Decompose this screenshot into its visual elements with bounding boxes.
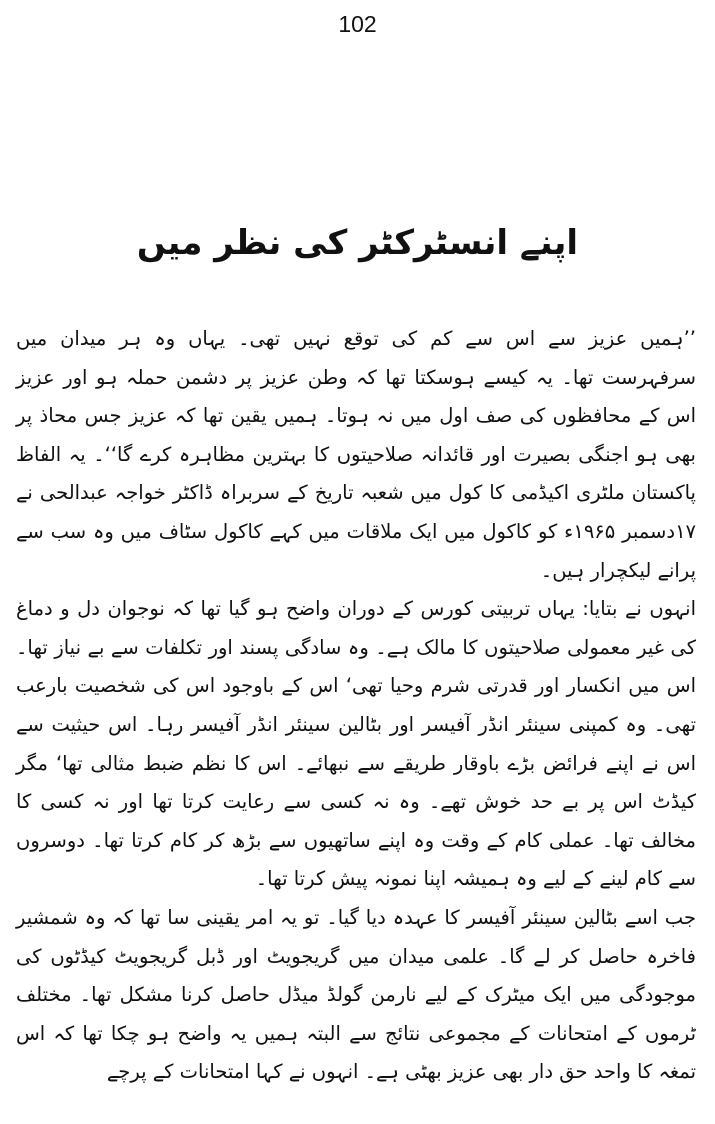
paragraph-2: انہوں نے بتایا: یہاں تربیتی کورس کے دوران واضح ہو گیا تھا کہ نوجوان دل و دماغ کی غیر معمولی صلاحیتوں کا مالک ہے۔ وہ سادگی پسند اور تکلفات سے بے نیاز تھا۔ اس میں انکسار اور قدرتی شرم وحیا تھی‘ اس کے باوجود اس کی شخصیت بارعب تھی۔ وہ کمپنی سینئر انڈر آفیسر اور بٹالین سینئر انڈر آفیسر رہا۔ اس حیثیت سے اس نے اپنے فرائض بڑے باوقار طریقے سے نبھائے۔ اس کا نظم ضبط مثالی تھا‘ مگر کیڈٹ اس پر بے حد خوش تھے۔ وہ نہ کسی سے رعایت کرتا تھا اور نہ کسی کا مخالف تھا۔ عملی کام کے وقت وہ اپنے ساتھیوں سے بڑھ کر کام کرتا تھا۔ دوسروں سے کام لینے کے لیے وہ ہمیشہ اپنا نمونہ پیش کرتا تھا۔ <box>16 597 696 891</box>
chapter-title: اپنے انسٹرکٹر کی نظر میں <box>136 223 579 263</box>
paragraph-1: ’’ہمیں عزیز سے اس سے کم کی توقع نہیں تھی۔ یہاں وہ ہر میدان میں سرفہرست تھا۔ یہ کیسے ہوسکتا تھا کہ وطن عزیز پر دشمن حملہ ہو اور عزیز اس کے محافظوں کی صف اول میں نہ ہوتا۔ ہمیں یقین تھا کہ عزیز جس محاذ پر بھی ہو اجنگی بصیرت اور قائدانہ صلاحیتوں کا بہترین مظاہرہ کرے گا‘‘۔ یہ الفاظ پاکستان ملٹری اکیڈمی کا کول میں شعبہ تاریخ کے سربراہ ڈاکٹر خواجہ عبدالحی نے ۱۷دسمبر ۱۹۶۵ء کو کاکول میں ایک ملاقات میں کہے کاکول سٹاف میں وہ سب سے پرانے لیکچرار ہیں۔ <box>16 327 697 582</box>
page-number: 102 <box>338 11 377 37</box>
paragraph-3: جب اسے بٹالین سینئر آفیسر کا عہدہ دیا گیا۔ تو یہ امر یقینی سا تھا کہ وہ شمشیر فاخرہ حاصل کر لے گا۔ علمی میدان میں گریجویٹ اور ڈبل گریجویٹ کیڈٹوں کی موجودگی میں ایک میٹرک کے لیے نارمن گولڈ میڈل حاصل کرنا مشکل تھا۔ مختلف ٹرموں کے امتحانات کے مجموعی نتائج سے البتہ ہمیں یہ واضح ہو چکا تھا کہ اس تمغہ کا واحد حق دار بھی عزیز بھٹی ہے۔ انہوں نے کہا امتحانات کے پرچے <box>16 905 696 1084</box>
body-text <box>16 320 696 1092</box>
